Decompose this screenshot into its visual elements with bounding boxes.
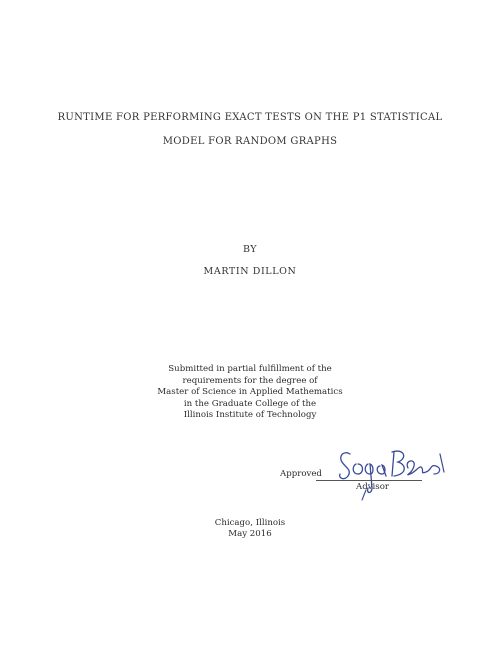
title-line-2: MODEL FOR RANDOM GRAPHS — [162, 136, 338, 147]
submission-statement — [0, 364, 500, 422]
place-and-date — [0, 518, 500, 540]
title-line-1: RUNTIME FOR PERFORMING EXACT TESTS ON THE P1 STATISTICAL — [57, 112, 443, 123]
submission-line-4: in the Graduate College of the — [183, 398, 317, 409]
submission-line-3: Master of Science in Applied Mathematics — [157, 387, 343, 397]
advisor-label: Advisor — [356, 482, 390, 492]
advisor-signature — [336, 444, 448, 502]
date: May 2016 — [228, 529, 272, 539]
submission-line-1: Submitted in partial fulfillment of the — [168, 364, 332, 374]
approved-label: Approved — [280, 469, 322, 479]
submission-line-5: Illinois Institute of Technology — [183, 410, 317, 420]
by-label: BY — [242, 244, 258, 255]
author-name: MARTIN DILLON — [203, 266, 297, 277]
submission-line-2: requirements for the degree of — [182, 375, 318, 386]
location: Chicago, Illinois — [214, 518, 286, 528]
